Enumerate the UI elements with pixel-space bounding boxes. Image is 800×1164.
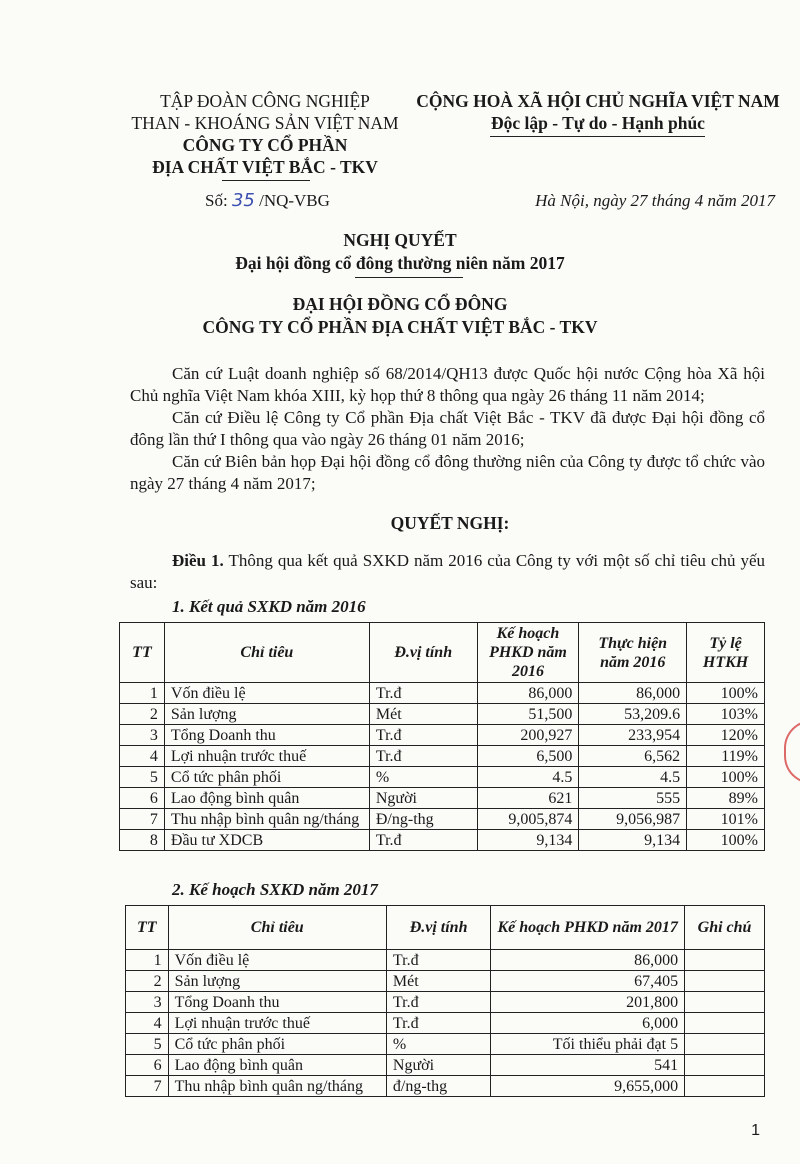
table-cell: Người xyxy=(369,788,477,809)
table-cell: 100% xyxy=(687,830,765,851)
col-unit: Đ.vị tính xyxy=(369,623,477,683)
table-row xyxy=(126,992,765,1013)
issuer-underline xyxy=(222,180,310,181)
table-cell: 86,000 xyxy=(477,683,579,704)
table-cell: 100% xyxy=(687,767,765,788)
table-cell: 201,800 xyxy=(491,992,685,1013)
national-motto: Độc lập - Tự do - Hạnh phúc xyxy=(491,113,705,133)
table-cell: Tr.đ xyxy=(386,992,490,1013)
table-cell: 233,954 xyxy=(579,725,687,746)
table-cell: Vốn điều lệ xyxy=(168,950,386,971)
table-cell: 6,500 xyxy=(477,746,579,767)
table-cell: 7 xyxy=(120,809,165,830)
table-cell: Lao động bình quân xyxy=(168,1055,386,1076)
article-1 xyxy=(130,550,765,594)
table-cell xyxy=(685,1055,765,1076)
table-row xyxy=(126,1034,765,1055)
table-cell: Mét xyxy=(369,704,477,725)
section-2-heading: 2. Kế hoạch SXKD năm 2017 xyxy=(172,880,378,899)
table-row xyxy=(126,1076,765,1097)
table-cell: 120% xyxy=(687,725,765,746)
table-cell: 541 xyxy=(491,1055,685,1076)
table-cell: 9,056,987 xyxy=(579,809,687,830)
col-unit: Đ.vị tính xyxy=(386,906,490,950)
table-cell xyxy=(685,971,765,992)
table-cell: đ/ng-thg xyxy=(386,1076,490,1097)
table-cell: 5 xyxy=(126,1034,169,1055)
table-cell: 9,005,874 xyxy=(477,809,579,830)
results-2016-table xyxy=(119,622,765,851)
table-cell: 4 xyxy=(120,746,165,767)
table-row xyxy=(126,1013,765,1034)
basis-paragraph-2: Căn cứ Điều lệ Công ty Cổ phần Địa chất Việt Bắc - TKV đã được Đại hội đồng cổ đông lần thứ I thông qua vào ngày 26 tháng 01 năm 2016; xyxy=(130,408,765,449)
article-1-label: Điều 1. xyxy=(172,551,224,570)
issuer-block xyxy=(120,90,410,178)
table-cell: 555 xyxy=(579,788,687,809)
table-cell: 1 xyxy=(126,950,169,971)
table-cell xyxy=(685,950,765,971)
table-row xyxy=(120,809,765,830)
col-tt: TT xyxy=(120,623,165,683)
table-header-row xyxy=(126,906,765,950)
table-cell: 6 xyxy=(120,788,165,809)
table-cell: 6,562 xyxy=(579,746,687,767)
table-cell: 89% xyxy=(687,788,765,809)
col-ratio: Tỷ lệ HTKH xyxy=(687,623,765,683)
motto-underline xyxy=(490,136,705,137)
col-plan: Kế hoạch PHKD năm 2016 xyxy=(477,623,579,683)
resolution-heading: QUYẾT NGHỊ: xyxy=(390,513,510,533)
table-cell: 53,209.6 xyxy=(579,704,687,725)
table-cell: 8 xyxy=(120,830,165,851)
basis-paragraph-1: Căn cứ Luật doanh nghiệp số 68/2014/QH13 được Quốc hội nước Cộng hòa Xã hội Chủ nghĩa Việt Nam khóa XIII, kỳ họp thứ 8 thông qua ngày 26 tháng 11 năm 2014; xyxy=(130,364,765,405)
table-cell: Thu nhập bình quân ng/tháng xyxy=(168,1076,386,1097)
table-cell: 1 xyxy=(120,683,165,704)
table-cell xyxy=(685,1034,765,1055)
table-cell: Đầu tư XDCB xyxy=(164,830,369,851)
table-row xyxy=(120,767,765,788)
issuer-line-3: CÔNG TY CỔ PHẦN xyxy=(182,135,348,155)
table-cell: 103% xyxy=(687,704,765,725)
company-title: CÔNG TY CỔ PHẦN ĐỊA CHẤT VIỆT BẮC - TKV xyxy=(202,317,598,337)
handwritten-number: 35 xyxy=(231,190,255,211)
number-label: Số: xyxy=(205,191,228,210)
plan-2017-table xyxy=(125,905,765,1097)
doc-subtitle: Đại hội đồng cổ đông thường niên năm 2017 xyxy=(235,253,565,273)
issuer-line-1: TẬP ĐOÀN CÔNG NGHIỆP xyxy=(160,91,370,111)
table-cell xyxy=(685,992,765,1013)
national-header xyxy=(412,90,784,134)
table-cell: 9,134 xyxy=(477,830,579,851)
table-cell: % xyxy=(369,767,477,788)
table-row xyxy=(126,971,765,992)
table-cell: Mét xyxy=(386,971,490,992)
document-date: Hà Nội, ngày 27 tháng 4 năm 2017 xyxy=(535,191,775,210)
table-row xyxy=(120,725,765,746)
issuer-line-4: ĐỊA CHẤT VIỆT BẮC - TKV xyxy=(152,157,378,177)
basis-paragraph-3: Căn cứ Biên bản họp Đại hội đồng cổ đông thường niên của Công ty được tổ chức vào ngày 27 tháng 4 năm 2017; xyxy=(130,452,765,493)
table-cell: 51,500 xyxy=(477,704,579,725)
issuer-line-2: THAN - KHOÁNG SẢN VIỆT NAM xyxy=(131,113,399,133)
table-cell: Tr.đ xyxy=(369,725,477,746)
table-row xyxy=(120,683,765,704)
table-row xyxy=(120,788,765,809)
table-cell: 5 xyxy=(120,767,165,788)
table-cell: Lợi nhuận trước thuế xyxy=(168,1013,386,1034)
table-row xyxy=(120,746,765,767)
assembly-title: ĐẠI HỘI ĐỒNG CỔ ĐÔNG xyxy=(292,294,508,314)
table-cell: Tổng Doanh thu xyxy=(168,992,386,1013)
document-number xyxy=(205,190,330,211)
table-cell: 67,405 xyxy=(491,971,685,992)
table-cell: Vốn điều lệ xyxy=(164,683,369,704)
number-suffix: /NQ-VBG xyxy=(259,191,330,210)
table-cell: Thu nhập bình quân ng/tháng xyxy=(164,809,369,830)
table-cell: Tối thiểu phải đạt 5 xyxy=(491,1034,685,1055)
table-cell: 4.5 xyxy=(477,767,579,788)
table-cell: 9,134 xyxy=(579,830,687,851)
table-header-row xyxy=(120,623,765,683)
table-cell: 621 xyxy=(477,788,579,809)
table-cell: 86,000 xyxy=(491,950,685,971)
table-cell: 2 xyxy=(126,971,169,992)
table-cell: 101% xyxy=(687,809,765,830)
table-cell: Người xyxy=(386,1055,490,1076)
table-cell: 6 xyxy=(126,1055,169,1076)
col-actual: Thực hiện năm 2016 xyxy=(579,623,687,683)
table-cell: Cổ tức phân phối xyxy=(164,767,369,788)
col-note: Ghi chú xyxy=(685,906,765,950)
table-cell: 7 xyxy=(126,1076,169,1097)
table-cell: Tr.đ xyxy=(386,1013,490,1034)
table-cell xyxy=(685,1076,765,1097)
col-plan: Kế hoạch PHKD năm 2017 xyxy=(491,906,685,950)
table-cell: Sản lượng xyxy=(164,704,369,725)
table-cell: Đ/ng-thg xyxy=(369,809,477,830)
table-cell: Tr.đ xyxy=(369,746,477,767)
table-cell: 2 xyxy=(120,704,165,725)
col-indicator: Chỉ tiêu xyxy=(164,623,369,683)
table-cell: 200,927 xyxy=(477,725,579,746)
table-cell xyxy=(685,1013,765,1034)
table-row xyxy=(126,950,765,971)
section-1-heading: 1. Kết quả SXKD năm 2016 xyxy=(172,597,366,616)
col-indicator: Chỉ tiêu xyxy=(168,906,386,950)
table-cell: Tr.đ xyxy=(369,683,477,704)
article-1-text: Thông qua kết quả SXKD năm 2016 của Công ty với một số chỉ tiêu chủ yếu sau: xyxy=(130,551,766,592)
table-cell: 3 xyxy=(120,725,165,746)
table-cell: 4 xyxy=(126,1013,169,1034)
table-cell: 9,655,000 xyxy=(491,1076,685,1097)
table-cell: 4.5 xyxy=(579,767,687,788)
table-cell: 86,000 xyxy=(579,683,687,704)
table-cell: 100% xyxy=(687,683,765,704)
table-cell: Tr.đ xyxy=(369,830,477,851)
page-number: 1 xyxy=(751,1122,760,1139)
table-row xyxy=(126,1055,765,1076)
red-seal-stamp xyxy=(784,720,800,784)
col-tt: TT xyxy=(126,906,169,950)
table-cell: 3 xyxy=(126,992,169,1013)
table-cell: Sản lượng xyxy=(168,971,386,992)
table-row xyxy=(120,830,765,851)
table-cell: 119% xyxy=(687,746,765,767)
table-cell: 6,000 xyxy=(491,1013,685,1034)
table-cell: Tổng Doanh thu xyxy=(164,725,369,746)
title-underline xyxy=(355,277,463,278)
table-row xyxy=(120,704,765,725)
table-cell: % xyxy=(386,1034,490,1055)
table-cell: Lợi nhuận trước thuế xyxy=(164,746,369,767)
national-name: CỘNG HOÀ XÃ HỘI CHỦ NGHĨA VIỆT NAM xyxy=(416,91,780,111)
table-cell: Lao động bình quân xyxy=(164,788,369,809)
table-cell: Cổ tức phân phối xyxy=(168,1034,386,1055)
table-cell: Tr.đ xyxy=(386,950,490,971)
doc-title: NGHỊ QUYẾT xyxy=(343,230,457,250)
